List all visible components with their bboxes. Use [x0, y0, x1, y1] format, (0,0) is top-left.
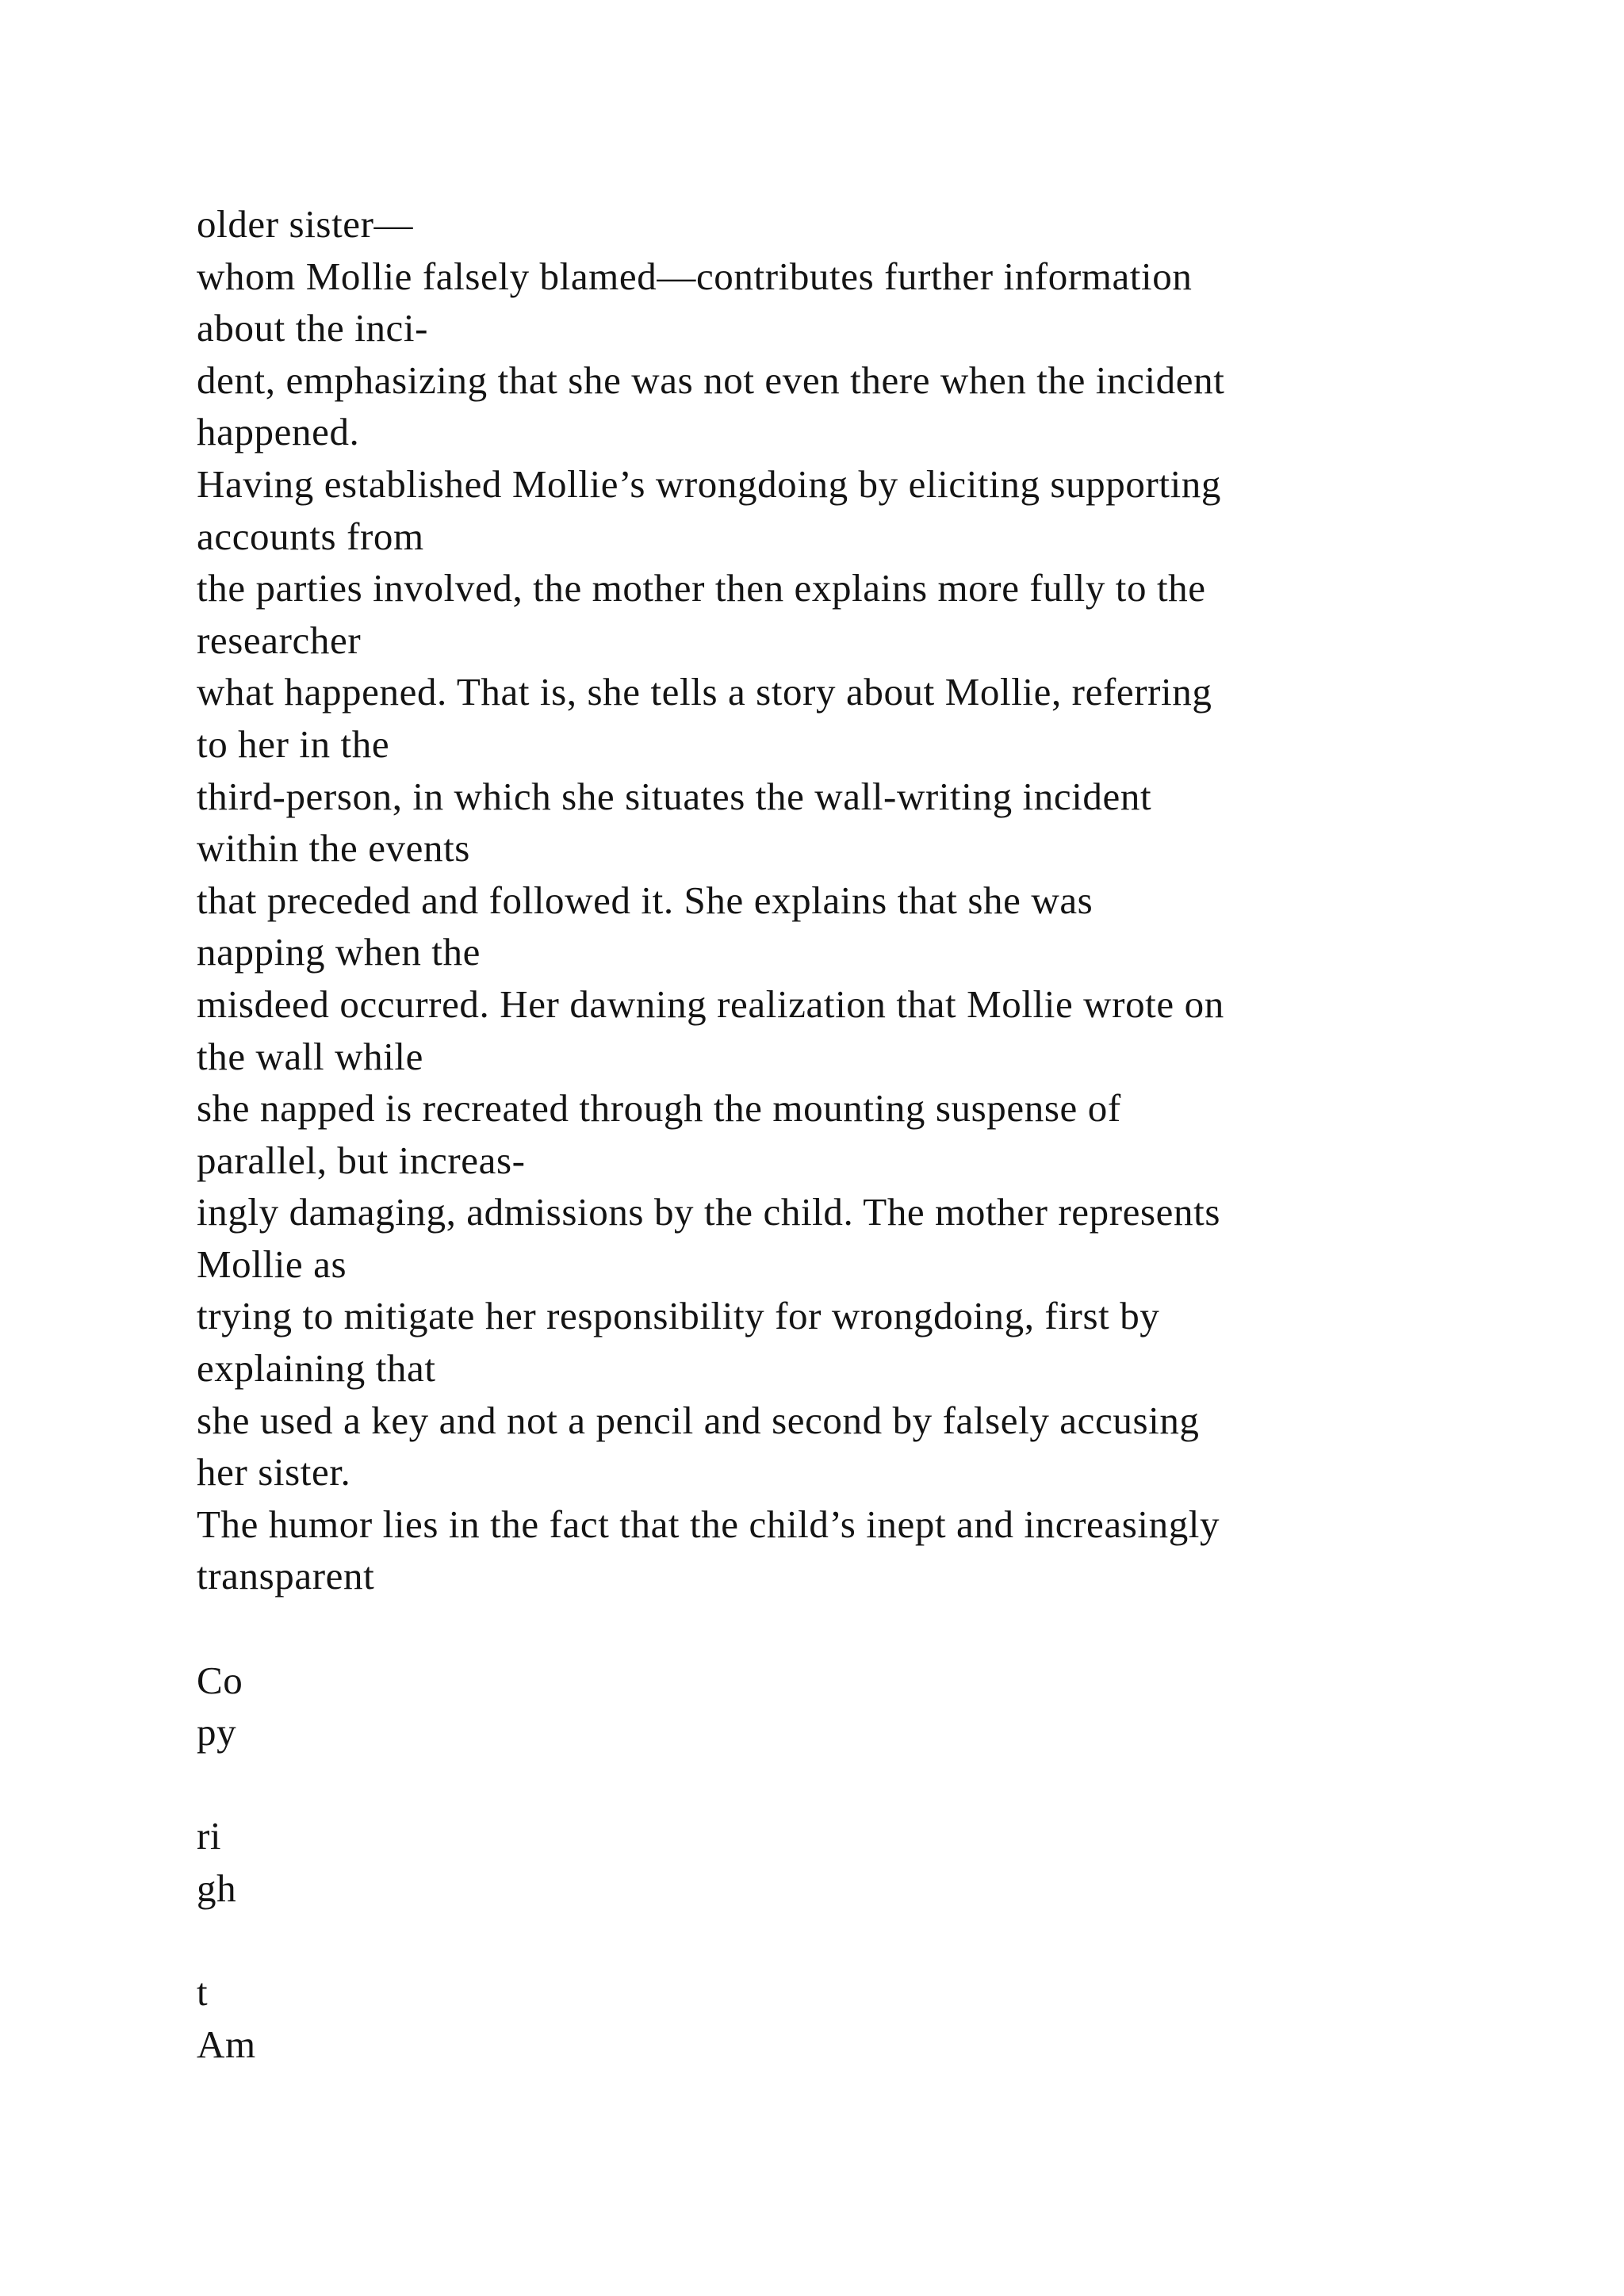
text-line: her sister. [197, 1450, 351, 1494]
blank-line [197, 1602, 1529, 1655]
text-line: that preceded and followed it. She explains that she was [197, 878, 1094, 922]
text-line: third-person, in which she situates the wall-writing incident [197, 774, 1152, 818]
text-line: the parties involved, the mother then explains more fully to the [197, 566, 1206, 610]
text-line: misdeed occurred. Her dawning realization that Mollie wrote on [197, 982, 1224, 1026]
text-line: to her in the [197, 721, 390, 766]
text-line: explaining that [197, 1346, 436, 1391]
text-line: happened. [197, 410, 360, 454]
text-line: Mollie as [197, 1242, 347, 1286]
text-line: Having established Mollie’s wrongdoing by eliciting supporting [197, 461, 1222, 506]
body-text [197, 198, 1529, 2070]
copyright-fragment: py [197, 1710, 237, 1755]
blank-line [197, 1758, 1529, 1811]
text-line: napping when the [197, 930, 481, 974]
blank-line [197, 1915, 1529, 1967]
text-line: she napped is recreated through the mounting suspense of [197, 1086, 1121, 1131]
text-line: about the inci- [197, 306, 429, 350]
copyright-fragment: ri [197, 1814, 222, 1858]
text-line: parallel, but increas- [197, 1138, 526, 1182]
text-line: trying to mitigate her responsibility for wrongdoing, first by [197, 1294, 1160, 1338]
text-line: within the events [197, 826, 470, 871]
text-line: The humor lies in the fact that the child’s inept and increasingly [197, 1502, 1220, 1546]
text-line: ingly damaging, admissions by the child. The mother represents [197, 1190, 1221, 1234]
text-line: accounts from [197, 514, 424, 558]
text-line: older sister— [197, 202, 414, 246]
copyright-fragment: Am [197, 2022, 256, 2066]
copyright-fragment: gh [197, 1866, 237, 1910]
text-line: whom Mollie falsely blamed—contributes further information [197, 254, 1193, 298]
text-line: she used a key and not a pencil and second by falsely accusing [197, 1398, 1200, 1442]
text-line: transparent [197, 1554, 375, 1598]
text-line: what happened. That is, she tells a story about Mollie, referring [197, 670, 1212, 714]
copyright-fragment: Co [197, 1658, 243, 1702]
copyright-fragment: t [197, 1970, 209, 2015]
text-line: researcher [197, 618, 362, 662]
text-line: dent, emphasizing that she was not even there when the incident [197, 358, 1225, 402]
text-line: the wall while [197, 1034, 423, 1078]
